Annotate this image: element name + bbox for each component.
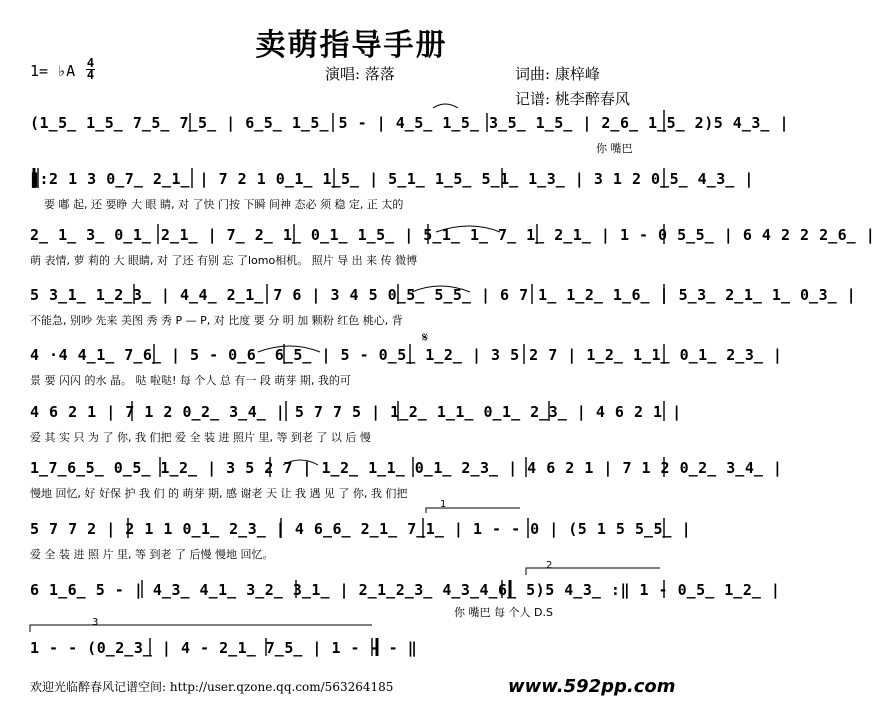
notation-line-5: 4 ·4 4̲1̲ 7̲6̲ | 5 - 0̲6̲ 6̲5̲ | 5 - 0̲5̲ 1̲2̲ | 3 5 2 7 | 1̲2̲ 1̲1̲ 0̲1̲ 2̲3̲ |	[30, 346, 783, 364]
notation-line-10: 1 - - (0̲2̲3̲ | 4 - 2̲1̲ 7̲5̲ | 1 - - - ‖	[30, 639, 418, 657]
notation-line-8: 5 7 7 2 | 2 1 1 0̲1̲ 2̲3̲ | 4 6̲6̲ 2̲1̲ 7̲1̲ | 1 - - 0 | (5 1 5 5̲5̲ |	[30, 520, 692, 538]
lyric-line-5: 景 要 闪闪 的水 晶。 哒 啦哒! 每 个人 总 有一 段 萌芽 期, 我的可	[30, 374, 351, 387]
footer-credit: 欢迎光临醉春风记谱空间: http://user.qzone.qq.com/563264185	[30, 680, 394, 694]
notation-line-3: 2̲ 1̲ 3̲ 0̲1̲ 2̲1̲ | 7̲ 2̲ 1̲ 0̲1̲ 1̲5̲ | 5̲1̲ 1̲ 7̲ 1̲ 2̲1̲ | 1 - 0 5̲5̲ | 6 4 2 2 2̲6̲ |	[30, 226, 875, 244]
volta-1-number: 1	[440, 499, 447, 510]
notation-line-1: (1̲5̲ 1̲5̲ 7̲5̲ 7̲5̲ | 6̲5̲ 1̲5̲ 5 - | 4̲5̲ 1̲5̲ 3̲5̲ 1̲5̲ | 2̲6̲ 1̲5̲ 2)5 4̲3̲ |	[30, 114, 789, 132]
page-title: 卖萌指导手册	[255, 28, 448, 63]
volta-3-number: 3	[92, 617, 99, 628]
lyric-line-8: 爱 全 装 进 照 片 里, 等 到老 了 后慢 慢地 回忆。	[30, 548, 274, 561]
lyric-line-9: 你 嘴巴 每 个人 D.S	[454, 606, 553, 619]
lyric-line-4: 不能急, 别吵 先来 美图 秀 秀 P — P, 对 比度 要 分 明 加 颗粉 红色 桃心, 背	[30, 314, 403, 327]
composer-credit: 词曲: 康梓峰	[515, 65, 600, 83]
lyric-line-6: 爱 其 实 只 为 了 你, 我 们把 爱 全 装 进 照片 里, 等 到老 了 以 后 慢	[30, 431, 371, 444]
time-signature-bottom: 4	[86, 68, 95, 82]
time-signature-top: 4	[86, 56, 95, 70]
notation-line-2: ‖:2 1 3 0̲7̲ 2̲1̲ | 7 2 1 0̲1̲ 1̲5̲ | 5̲1̲ 1̲5̲ 5̲1̲ 1̲3̲ | 3 1 2 0̲5̲ 4̲3̲ |	[30, 170, 754, 188]
transcriber-credit: 记谱: 桃李醉春风	[515, 90, 630, 108]
notation-line-7: 1̲7̲6̲5̲ 0̲5̲ 1̲2̲ | 3 5 2 7 | 1̲2̲ 1̲1̲ 0̲1̲ 2̲3̲ | 4 6 2 1 | 7 1 2 0̲2̲ 3̲4̲ |	[30, 459, 783, 477]
notation-line-9: 6 1̲6̲ 5 - | 4̲3̲ 4̲1̲ 3̲2̲ 3̲1̲ | 2̲1̲2̲3̲ 4̲3̲4̲6̲ 5)5 4̲3̲ :‖ 1 - 0̲5̲ 1̲2̲ |	[30, 581, 781, 599]
key-signature: 1= ♭A	[30, 62, 76, 80]
notation-line-6: 4 6 2 1 | 7 1 2 0̲2̲ 3̲4̲ | 5 7 7 5 | 1̲2̲ 1̲1̲ 0̲1̲ 2̲3̲ | 4 6 2 1 |	[30, 403, 682, 421]
time-signature	[86, 58, 95, 81]
lyric-line-1: 你 嘴巴	[596, 142, 633, 155]
singer-credit: 演唱: 落落	[325, 65, 395, 83]
lyric-line-3: 萌 表情, 萝 莉的 大 眼睛, 对 了还 有别 忘 了lomo相机。 照片 导 出 来 传 微博	[30, 254, 418, 267]
notation-line-4: 5 3̲1̲ 1̲2̲3̲ | 4̲4̲ 2̲1̲ 7 6 | 3 4 5 0̲5̲ 5̲5̲ | 6 7 1̲ 1̲2̲ 1̲6̲ | 5̲3̲ 2̲1̲ 1̲ 0̲3̲ |	[30, 286, 857, 304]
volta-2-number: 2	[546, 560, 553, 571]
lyric-line-2: 要 嘟 起, 还 要睁 大 眼 睛, 对 了快 门按 下瞬 间神 态必 须 稳 定, 正 太的	[44, 198, 404, 211]
site-logo: www.592pp.com	[508, 676, 676, 697]
segno-sign: 𝄋	[422, 330, 429, 346]
lyric-line-7: 慢地 回忆, 好 好保 护 我 们 的 萌芽 期, 感 谢老 天 让 我 遇 见 了 你, 我 们把	[30, 487, 408, 500]
